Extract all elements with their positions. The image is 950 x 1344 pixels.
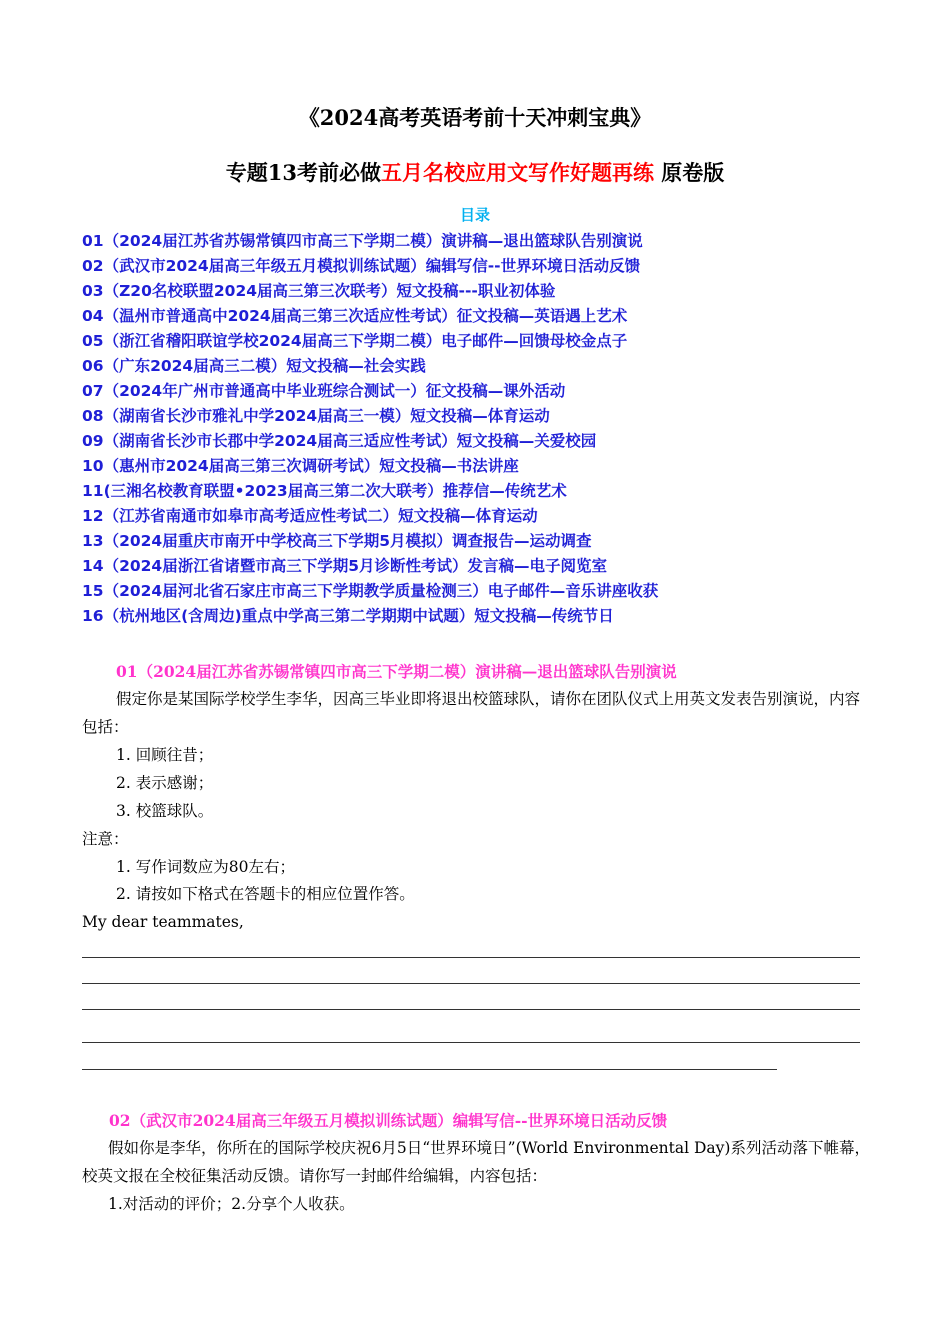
toc-item[interactable]: 09（湖南省长沙市长郡中学2024届高三适应性考试）短文投稿—关爱校园 — [82, 432, 597, 450]
toc-item[interactable]: 13（2024届重庆市南开中学校高三下学期5月模拟）调查报告—运动调查 — [82, 532, 592, 550]
subtitle-suffix: 原卷版 — [653, 160, 725, 185]
toc-item[interactable]: 16（杭州地区(含周边)重点中学高三第二学期期中试题）短文投稿—传统节日 — [82, 607, 614, 625]
toc-item[interactable]: 06（广东2024届高三二模）短文投稿—社会实践 — [82, 357, 426, 375]
toc-item[interactable]: 03（Z20名校联盟2024届高三第三次联考）短文投稿---职业初体验 — [82, 282, 556, 300]
toc-item[interactable]: 08（湖南省长沙市雅礼中学2024届高三一模）短文投稿—体育运动 — [82, 407, 550, 425]
toc-item[interactable]: 11(三湘名校教育联盟•2023届高三第二次大联考）推荐信—传统艺术 — [82, 482, 567, 500]
q1-point: 3. 校篮球队。 — [116, 802, 214, 820]
subtitle-prefix: 专题13考前必做 — [225, 160, 381, 185]
toc-item[interactable]: 14（2024届浙江省诸暨市高三下学期5月诊断性考试）发言稿—电子阅览室 — [82, 557, 607, 575]
toc-item[interactable]: 05（浙江省稽阳联谊学校2024届高三下学期二模）电子邮件—回馈母校金点子 — [82, 332, 628, 350]
q1-point: 1. 回顾往昔； — [116, 746, 214, 764]
q1-note-label: 注意： — [82, 830, 129, 848]
table-of-contents — [82, 230, 902, 630]
answer-line — [82, 1069, 777, 1070]
q2-intro: 假如你是李华，你所在的国际学校庆祝6月5日“世界环境日”(World Environmental Day)系列活动落下帷幕，校英文报在全校征集活动反馈。请你写一封邮件给编辑，内容包括： — [82, 1139, 870, 1185]
answer-line — [82, 983, 860, 984]
toc-item[interactable]: 15（2024届河北省石家庄市高三下学期教学质量检测三）电子邮件—音乐讲座收获 — [82, 582, 659, 600]
toc-item[interactable]: 12（江苏省南通市如皋市高考适应性考试二）短文投稿—体育运动 — [82, 507, 538, 525]
subtitle-highlight: 五月名校应用文写作好题再练 — [380, 160, 654, 185]
toc-item[interactable]: 07（2024年广州市普通高中毕业班综合测试一）征文投稿—课外活动 — [82, 382, 566, 400]
toc-item[interactable]: 02（武汉市2024届高三年级五月模拟训练试题）编辑写信--世界环境日活动反馈 — [82, 257, 641, 275]
q1-salutation: My dear teammates, — [82, 913, 244, 931]
q1-note: 1. 写作词数应为80左右； — [116, 858, 295, 876]
answer-line — [82, 957, 860, 958]
answer-line — [82, 1009, 860, 1010]
answer-line — [82, 1042, 860, 1043]
document-subtitle — [0, 157, 950, 187]
toc-item[interactable]: 04（温州市普通高中2024届高三第三次适应性考试）征文投稿—英语遇上艺术 — [82, 307, 628, 325]
q1-point: 2. 表示感谢； — [116, 774, 214, 792]
toc-heading: 目录 — [459, 206, 490, 224]
q2-points: 1.对活动的评价；2.分享个人收获。 — [108, 1195, 355, 1213]
q1-note: 2. 请按如下格式在答题卡的相应位置作答。 — [116, 885, 415, 903]
document-title: 《2024高考英语考前十天冲刺宝典》 — [298, 105, 652, 130]
q1-heading: 01（2024届江苏省苏锡常镇四市高三下学期二模）演讲稿—退出篮球队告别演说 — [116, 662, 677, 681]
toc-item[interactable]: 01（2024届江苏省苏锡常镇四市高三下学期二模）演讲稿—退出篮球队告别演说 — [82, 232, 643, 250]
toc-item[interactable]: 10（惠州市2024届高三第三次调研考试）短文投稿—书法讲座 — [82, 457, 519, 475]
q1-intro: 假定你是某国际学校学生李华，因高三毕业即将退出校篮球队，请你在团队仪式上用英文发表告别演说，内容包括： — [82, 690, 861, 736]
q2-heading: 02（武汉市2024届高三年级五月模拟训练试题）编辑写信--世界环境日活动反馈 — [109, 1111, 668, 1130]
